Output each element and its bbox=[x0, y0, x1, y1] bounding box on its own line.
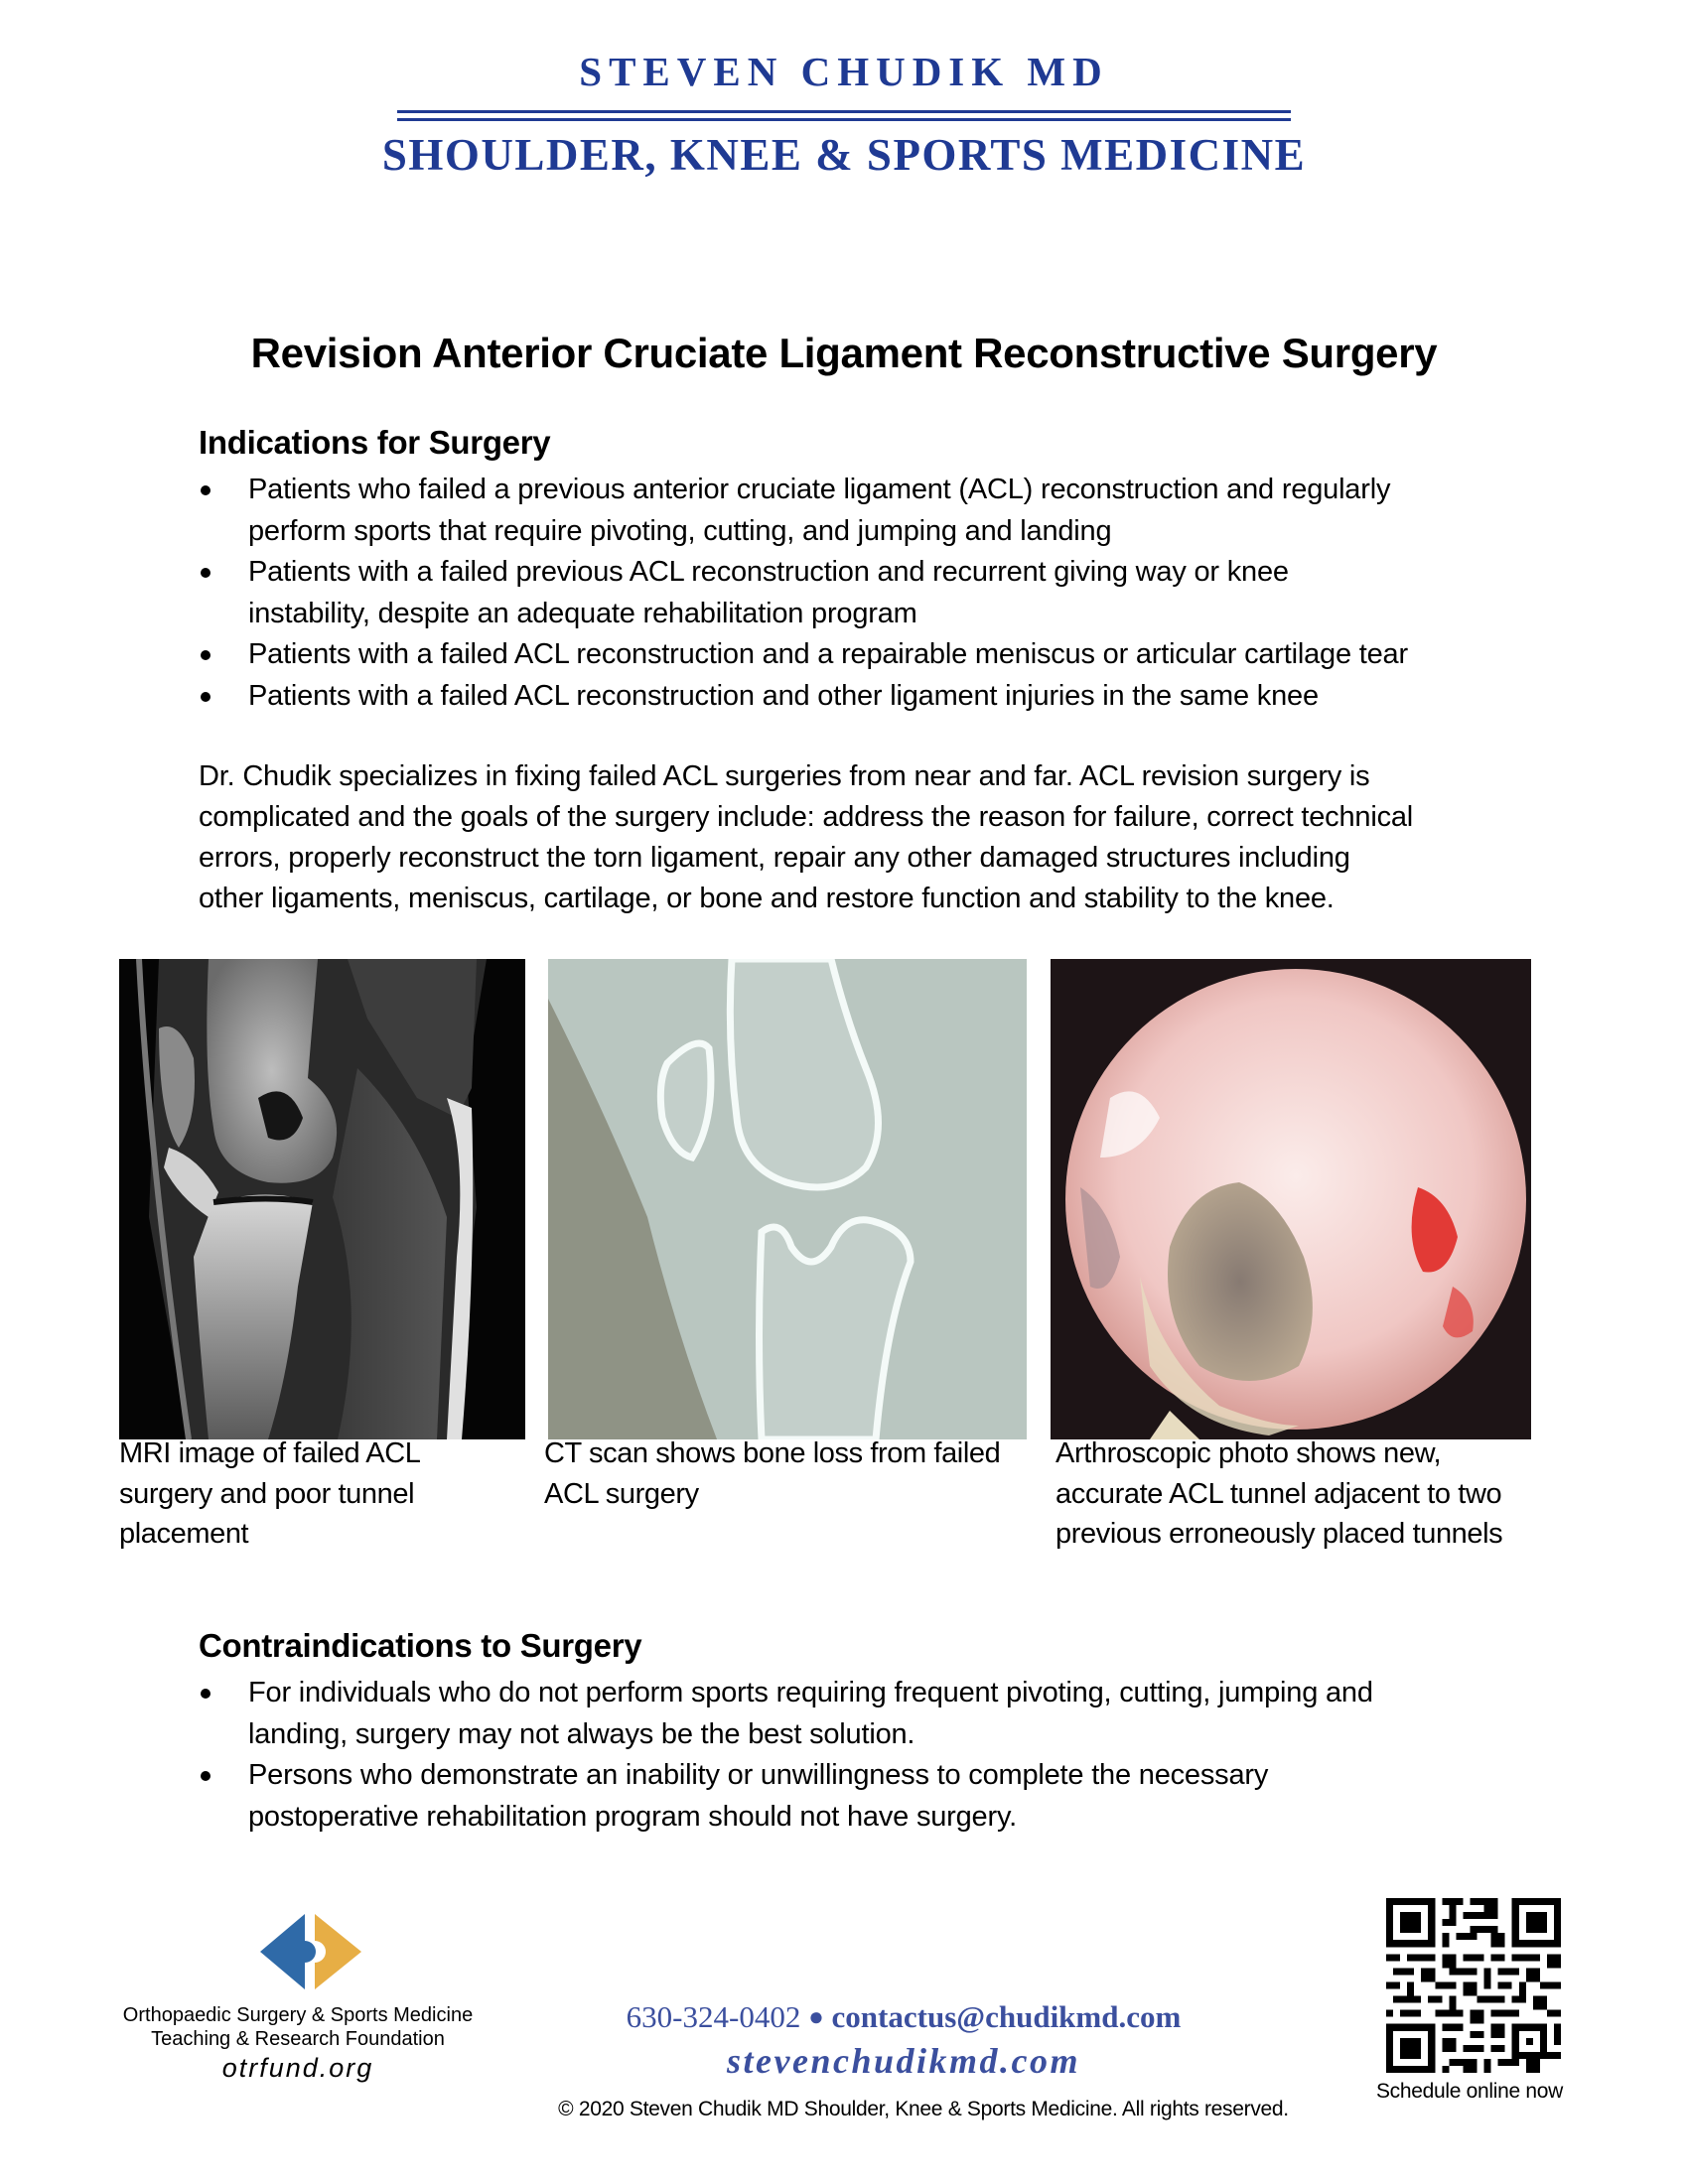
contraindications-list bbox=[199, 1673, 1519, 1838]
caption-line: CT scan shows bone loss from failed bbox=[544, 1437, 1001, 1469]
email-link[interactable]: contactus@chudikmd.com bbox=[831, 1999, 1182, 2034]
foundation-logo[interactable] bbox=[260, 1914, 361, 1989]
ct-illustration bbox=[548, 959, 1027, 1439]
caption-line: placement bbox=[119, 1518, 249, 1550]
arthroscopic-photo-image bbox=[1051, 959, 1531, 1439]
caption-line: Arthroscopic photo shows new, bbox=[1055, 1437, 1442, 1469]
caption-line: previous erroneously placed tunnels bbox=[1055, 1518, 1503, 1550]
brand-name: STEVEN CHUDIK MD bbox=[579, 49, 1109, 94]
list-item-text-cont: postoperative rehabilitation program should not have surgery. bbox=[248, 1800, 1017, 1833]
foundation-name-line1: Orthopaedic Surgery & Sports Medicine bbox=[122, 2004, 474, 2026]
foundation-logo-icon bbox=[260, 1914, 361, 1989]
foundation-url-link[interactable]: otrfund.org bbox=[221, 2053, 374, 2083]
caption-line: accurate ACL tunnel adjacent to two bbox=[1055, 1477, 1502, 1510]
list-item-text: Persons who demonstrate an inability or unwillingness to complete the necessary bbox=[248, 1759, 1269, 1791]
foundation-name-line2: Teaching & Research Foundation bbox=[151, 2028, 445, 2050]
description-paragraph bbox=[199, 756, 1519, 919]
header-divider-bottom bbox=[397, 118, 1291, 121]
brand-tagline: SHOULDER, KNEE & SPORTS MEDICINE bbox=[381, 130, 1307, 180]
list-item bbox=[199, 1673, 1519, 1755]
bullet-icon bbox=[201, 692, 211, 702]
list-item bbox=[199, 552, 1519, 634]
indications-list bbox=[199, 470, 1519, 717]
bullet-icon bbox=[201, 650, 211, 660]
caption-line: surgery and poor tunnel bbox=[119, 1477, 415, 1510]
schedule-qr-code[interactable] bbox=[1386, 1898, 1561, 2073]
ct-scan-knee-image bbox=[548, 959, 1027, 1439]
bullet-icon bbox=[201, 1771, 211, 1781]
paragraph-line: errors, properly reconstruct the torn ligament, repair any other damaged structures including bbox=[199, 842, 1350, 874]
list-item-text-cont: instability, despite an adequate rehabilitation program bbox=[248, 597, 917, 629]
contraindications-heading: Contraindications to Surgery bbox=[199, 1627, 642, 1664]
list-item-text: Patients with a failed ACL reconstruction and a repairable meniscus or articular cartilage tear bbox=[248, 638, 1408, 670]
figure-caption-arthroscopic bbox=[1055, 1433, 1552, 1555]
list-item bbox=[199, 1755, 1519, 1838]
website-link[interactable]: stevenchudikmd.com bbox=[727, 2041, 1080, 2081]
arthroscopic-illustration bbox=[1051, 959, 1531, 1439]
list-item-text: Patients with a failed previous ACL reconstruction and recurrent giving way or knee bbox=[248, 556, 1289, 588]
list-item-text: Patients with a failed ACL reconstruction and other ligament injuries in the same knee bbox=[248, 679, 1319, 712]
header-divider-top bbox=[397, 110, 1291, 113]
qr-caption: Schedule online now bbox=[1375, 2080, 1564, 2103]
paragraph-line: other ligaments, meniscus, cartilage, or bone and restore function and stability to the knee. bbox=[199, 883, 1335, 914]
bullet-icon bbox=[201, 1689, 211, 1699]
mri-knee-image bbox=[119, 959, 525, 1439]
list-item-text: Patients who failed a previous anterior cruciate ligament (ACL) reconstruction and regularly bbox=[248, 474, 1391, 505]
phone-number[interactable]: 630-324-0402 bbox=[626, 1999, 801, 2034]
indications-heading: Indications for Surgery bbox=[199, 424, 551, 461]
list-item bbox=[199, 634, 1519, 676]
figure-caption-ct bbox=[544, 1433, 1041, 1514]
caption-line: ACL surgery bbox=[544, 1477, 699, 1510]
bullet-icon bbox=[201, 568, 211, 578]
figure-caption-mri bbox=[119, 1433, 536, 1555]
list-item-text: For individuals who do not perform sports requiring frequent pivoting, cutting, jumping and bbox=[248, 1677, 1373, 1708]
mri-illustration bbox=[119, 959, 525, 1439]
list-item-text-cont: perform sports that require pivoting, cutting, and jumping and landing bbox=[248, 514, 1112, 547]
copyright-text: © 2020 Steven Chudik MD Shoulder, Knee & Sports Medicine. All rights reserved. bbox=[558, 2098, 1289, 2120]
list-item-text-cont: landing, surgery may not always be the best solution. bbox=[248, 1717, 915, 1750]
paragraph-line: Dr. Chudik specializes in fixing failed ACL surgeries from near and far. ACL revision surgery is bbox=[199, 760, 1370, 792]
paragraph-line: complicated and the goals of the surgery include: address the reason for failure, correct technical bbox=[199, 801, 1414, 833]
list-item bbox=[199, 470, 1519, 552]
bullet-icon bbox=[201, 485, 211, 495]
qr-code-icon bbox=[1386, 1898, 1561, 2073]
contact-line bbox=[556, 2000, 1251, 2034]
caption-line: MRI image of failed ACL bbox=[119, 1437, 421, 1469]
list-item bbox=[199, 676, 1519, 718]
separator-dot-icon: ● bbox=[808, 2002, 824, 2031]
page-title: Revision Anterior Cruciate Ligament Reconstructive Surgery bbox=[250, 330, 1438, 376]
foundation-name bbox=[109, 2003, 487, 2051]
